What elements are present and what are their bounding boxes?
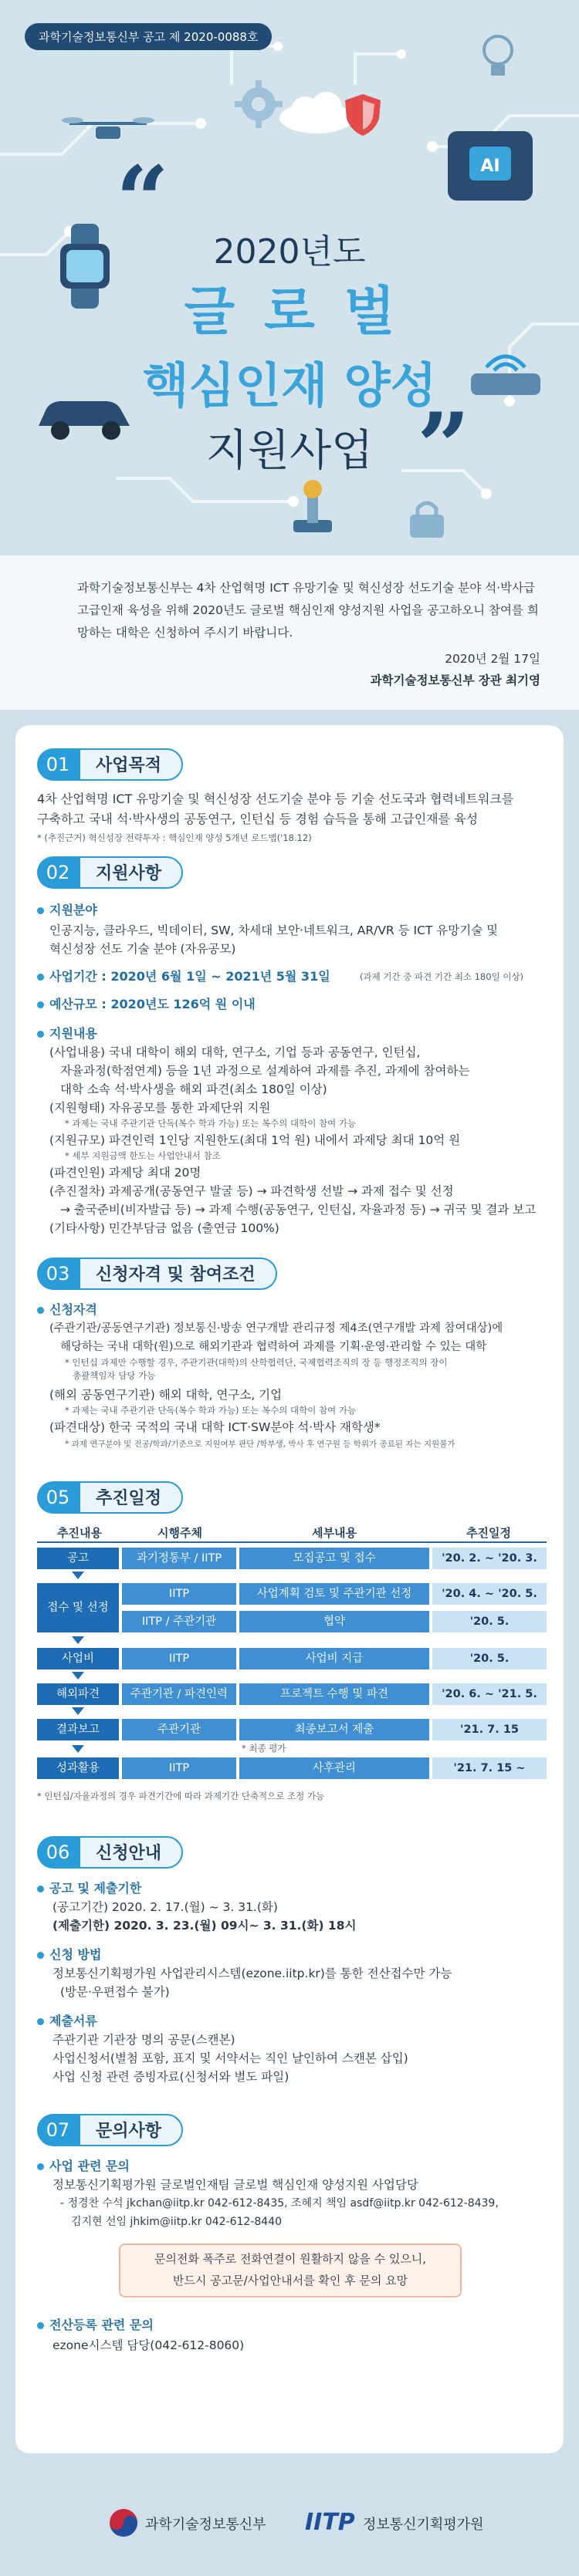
intro-paragraph: 과학기술정보통신부는 4차 산업혁명 ICT 유망기술 및 혁신성장 선도기술 분야 석·박사급 고급인재 육성을 위해 2020년도 글로벌 핵심인재 양성지원 사업을 공고하오니 참여를 희망하는 대학은 신청하여 주시기 바랍니다. <box>77 581 539 640</box>
eligibility-note: * 과제 연구분야 및 전공/학과/기준으로 지원여부 판단 /학부생, 박사 후 연구원 등 학위가 종료된 자는 지원불가 <box>65 1440 455 1449</box>
content-line: 자율과정(학점연계) 등을 1년 과정으로 설계하여 과제를 추진, 과제에 참여하는 <box>60 1064 470 1078</box>
schedule-date: '20. 5. <box>432 1611 547 1632</box>
content-note: * 과제는 국내 주관기관 단독(복수 학과 가능) 또는 복수의 대학이 참여 가능 <box>65 1118 357 1129</box>
notice-number-badge: 과학기술정보통신부 공고 제 2020-0088호 <box>25 23 272 50</box>
eligibility-line: (해외 공동연구기관) 해외 대학, 연구소, 기업 <box>49 1388 283 1402</box>
hero-year: 2020년도 <box>213 232 366 272</box>
down-arrow-icon <box>72 1636 84 1644</box>
application-subheading: 신청 방법 <box>49 1947 102 1962</box>
schedule-date: '21. 7. 15 ~ <box>432 1757 547 1779</box>
schedule-date: '21. 7. 15 <box>432 1719 547 1740</box>
lightbulb-icon <box>479 31 517 85</box>
bullet-icon <box>37 974 44 981</box>
contact-line: - 정경찬 수석 jkchan@iitp.kr 042-612-8435, 조혜지 책임 asdf@iitp.kr 042-612-8439, <box>60 2197 499 2210</box>
bullet-icon <box>37 907 44 914</box>
budget-label: 예산규모 : 2020년도 126억 원 이내 <box>49 997 256 1011</box>
schedule-stage: 결과보고 <box>37 1719 119 1740</box>
schedule-header: 추진내용 <box>57 1526 102 1540</box>
section-number: 02 <box>37 856 79 889</box>
schedule-arrows <box>37 1524 122 1787</box>
schedule-actor: IITP <box>122 1757 236 1779</box>
eligibility-note: * 과제는 국내 주관기관 단독(복수 학과 가능) 또는 복수의 대학이 참여 가능 <box>65 1405 357 1416</box>
section-title: 사업목적 <box>79 748 183 781</box>
application-line: 주관기관 기관장 명의 공문(스캔본) <box>52 2033 235 2047</box>
eligibility-label: 신청자격 <box>49 1302 97 1317</box>
minister-signature: 과학기술정보통신부 장관 최기영 <box>370 674 540 687</box>
warning-line-1: 문의전화 폭주로 전화연결이 원활하지 않을 수 있으니, <box>154 2252 427 2266</box>
announcement-date: 2020년 2월 17일 <box>445 652 540 666</box>
schedule-actor: IITP <box>122 1648 236 1670</box>
section-title: 지원사항 <box>79 856 183 889</box>
eligibility-line: (주관기관/공동연구기관) 정보통신·방송 연구개발 관리규정 제4조(연구개발 과제 참여대상)에 <box>49 1322 503 1335</box>
bullet-icon <box>37 1307 44 1314</box>
hero-title-global: 글로벌 <box>184 282 425 343</box>
schedule-stage: 성과활용 <box>37 1757 119 1779</box>
lock-icon <box>405 498 449 541</box>
evaluation-note: * 최종 평가 <box>242 1743 286 1754</box>
application-line: 사업 신청 관련 증빙자료(신청서와 별도 파일) <box>52 2070 290 2084</box>
content-line: (기타사항) 민간부담금 없음 (출연금 100%) <box>49 1221 279 1235</box>
schedule-header: 추진일정 <box>466 1526 511 1540</box>
schedule-date: '20. 2. ~ '20. 3. <box>432 1548 547 1569</box>
eligibility-line: 해당하는 국내 대학(원)으로 해외기관과 협력하여 과제를 기획·운영·관리할 수 있는 대학 <box>60 1341 487 1353</box>
eligibility-note: 총괄책임자 담당 가능 <box>73 1370 156 1381</box>
application-line: 정보통신기획평가원 사업관리시스템(ezone.iitp.kr)를 통한 전산접수만 가능 <box>52 1967 452 1980</box>
schedule-stage: 접수 및 선정 <box>37 1583 119 1632</box>
down-arrow-icon <box>72 1672 84 1680</box>
content-note: * 세부 지원금액 한도는 사업안내서 참조 <box>65 1150 221 1161</box>
schedule-detail: 모집공고 및 접수 <box>239 1548 429 1569</box>
content-line: (추진절차) 과제공개(공동연구 발굴 등) → 파견학생 선발 → 과제 접수 및 선정 <box>49 1184 454 1198</box>
field-line-2: 혁신성장 선도 기술 분야 (자유공모) <box>49 942 236 956</box>
footer-logos <box>0 2469 579 2576</box>
schedule-date: '20. 5. <box>432 1648 547 1670</box>
eligibility-note: * 인턴십 과제만 수행할 경우, 주관기관(대학)의 산학협력단, 국제협력조직의 장 등 행정조직의 장이 <box>65 1357 448 1368</box>
hero-title-core-talent: 핵심인재 양성 <box>142 357 437 414</box>
content-line: → 출국준비(비자발급 등) → 과제 수행(공동연구, 인턴십, 자율과정 등) → 귀국 및 결과 보고 <box>60 1203 537 1217</box>
section-number: 05 <box>37 1481 79 1514</box>
period-note: (과제 기간 중 파견 기간 최소 180일 이상) <box>360 971 524 982</box>
content-line: 대학 소속 석·박사생을 해외 파견(최소 180일 이상) <box>60 1082 327 1096</box>
section-number: 06 <box>37 1836 79 1869</box>
section-title: 신청자격 및 참여조건 <box>79 1258 277 1290</box>
schedule-detail: 프로젝트 수행 및 파견 <box>239 1683 429 1705</box>
schedule-detail: 사후관리 <box>239 1757 429 1779</box>
schedule-stage: 사업비 <box>37 1648 119 1670</box>
robot-arm-icon <box>278 471 347 540</box>
field-label: 지원분야 <box>49 903 97 917</box>
contact-warning-box <box>119 2243 462 2297</box>
application-line: (공고기간) 2020. 2. 17.(월) ~ 3. 31.(화) <box>52 1900 278 1914</box>
iitp-name: 정보통신기획평가원 <box>363 2517 484 2533</box>
schedule-actor: IITP / 주관기관 <box>122 1611 236 1632</box>
intro-section <box>0 555 579 710</box>
section-number: 07 <box>37 2114 79 2146</box>
schedule-detail: 사업계획 검토 및 주관기관 선정 <box>239 1583 429 1605</box>
application-subheading: 제출서류 <box>49 2014 97 2028</box>
bullet-icon <box>37 2018 44 2025</box>
hero-title-program: 지원사업 <box>205 426 374 476</box>
application-subheading: 공고 및 제출기한 <box>49 1881 142 1896</box>
ai-chip-icon <box>440 123 540 208</box>
period-label: 사업기간 : 2020년 6월 1일 ~ 2021년 5월 31일 <box>49 969 330 984</box>
contact-line: 정보통신기획평가원 글로벌인재팀 글로벌 핵심인재 양성지원 사업담당 <box>52 2178 418 2192</box>
down-arrow-icon <box>72 1745 84 1753</box>
bullet-icon <box>37 1031 44 1038</box>
down-arrow-icon <box>72 1707 84 1715</box>
content-line: (지원형태) 자유공모를 통한 과제단위 지원 <box>49 1101 271 1115</box>
content-card <box>15 725 564 2453</box>
schedule-actor: 주관기관 <box>122 1719 236 1740</box>
bullet-icon <box>37 1001 44 1008</box>
taegeuk-logo-icon <box>108 2507 139 2538</box>
schedule-footnote: * 인턴십/자율과정의 경우 파견기간에 따라 과제기간 단축적으로 조정 가능 <box>37 1791 325 1801</box>
schedule-stage: 공고 <box>37 1548 119 1569</box>
schedule-actor: 주관기관 / 파견인력 <box>122 1683 236 1705</box>
section-title: 추진일정 <box>79 1481 183 1514</box>
bullet-icon <box>37 2163 44 2170</box>
ai-chip-label: AI <box>480 157 500 176</box>
iitp-logo: IITP <box>305 2509 355 2536</box>
section-number: 03 <box>37 1258 79 1290</box>
eligibility-line: (파견대상) 한국 국적의 국내 대학 ICT·SW분야 석·박사 재학생* <box>49 1420 381 1434</box>
content-line: (사업내용) 국내 대학이 해외 대학, 연구소, 기업 등과 공동연구, 인턴십, <box>49 1045 421 1059</box>
shield-icon <box>344 93 382 137</box>
content-line: (파견인원) 과제당 최대 20명 <box>49 1166 201 1180</box>
warning-line-2: 반드시 공고문/사업안내서를 확인 후 문의 요망 <box>172 2274 408 2287</box>
bullet-icon <box>37 1886 44 1892</box>
application-line: 사업신청서(별첨 포함, 표지 및 서약서는 직인 날인하여 스캔본 삽입) <box>52 2051 408 2065</box>
down-arrow-icon <box>72 1572 84 1579</box>
close-quote-mark: ” <box>417 393 471 501</box>
section-number: 01 <box>37 748 79 781</box>
application-line: (제출기한) 2020. 3. 23.(월) 09시~ 3. 31.(화) 18시 <box>52 1919 357 1933</box>
field-line-1: 인공지능, 클라우드, 빅데이터, SW, 차세대 보안·네트워크, AR/VR 등 ICT 유망기술 및 <box>49 923 499 937</box>
schedule-table <box>37 1524 547 1802</box>
schedule-detail: 사업비 지급 <box>239 1648 429 1670</box>
schedule-date: '20. 4. ~ '20. 5. <box>432 1583 547 1605</box>
schedule-detail: 협약 <box>239 1611 429 1632</box>
schedule-header: 세부내용 <box>312 1526 357 1540</box>
schedule-date: '20. 6. ~ '21. 5. <box>432 1683 547 1705</box>
bullet-icon <box>37 2322 44 2329</box>
schedule-detail: 최종보고서 제출 <box>239 1719 429 1740</box>
schedule-actor: IITP <box>122 1583 236 1605</box>
content-line: (지원규모) 파견인력 1인당 지원한도(최대 1억 원) 내에서 과제당 최대 10억 원 <box>49 1133 461 1147</box>
contact-subheading: 사업 관련 문의 <box>49 2159 130 2173</box>
section-title: 신청안내 <box>79 1836 183 1869</box>
purpose-line-2: 구축하고 국내 석·박사생의 공동연구, 인턴십 등 경험 습득을 통해 고급인재를 육성 <box>37 812 479 826</box>
contact-line: 김지현 선임 jhkim@iitp.kr 042-612-8440 <box>71 2216 283 2228</box>
ministry-logo-text: 과학기술정보통신부 <box>145 2517 266 2533</box>
schedule-header: 시행주체 <box>157 1526 202 1540</box>
contact-line: ezone시스템 담당(042-612-8060) <box>52 2338 245 2352</box>
bullet-icon <box>37 1952 44 1959</box>
open-quote-mark: “ <box>116 146 170 255</box>
schedule-actor: 과기정통부 / IITP <box>122 1548 236 1569</box>
content-label: 지원내용 <box>49 1026 97 1041</box>
purpose-note: * (추진근거) 혁신성장 전략투자 : 핵심인재 양성 5개년 로드맵('18.12) <box>37 832 312 843</box>
section-title: 문의사항 <box>79 2114 183 2146</box>
hero-banner <box>0 0 579 555</box>
schedule-stage: 해외파견 <box>37 1683 119 1705</box>
purpose-line-1: 4차 산업혁명 ICT 유망기술 및 혁신성장 선도기술 분야 등 기술 선도국과 협력네트워크를 <box>37 792 514 806</box>
application-line: (방문·우편접수 불가) <box>60 1985 170 1999</box>
contact-subheading: 전산등록 관련 문의 <box>49 2318 154 2332</box>
